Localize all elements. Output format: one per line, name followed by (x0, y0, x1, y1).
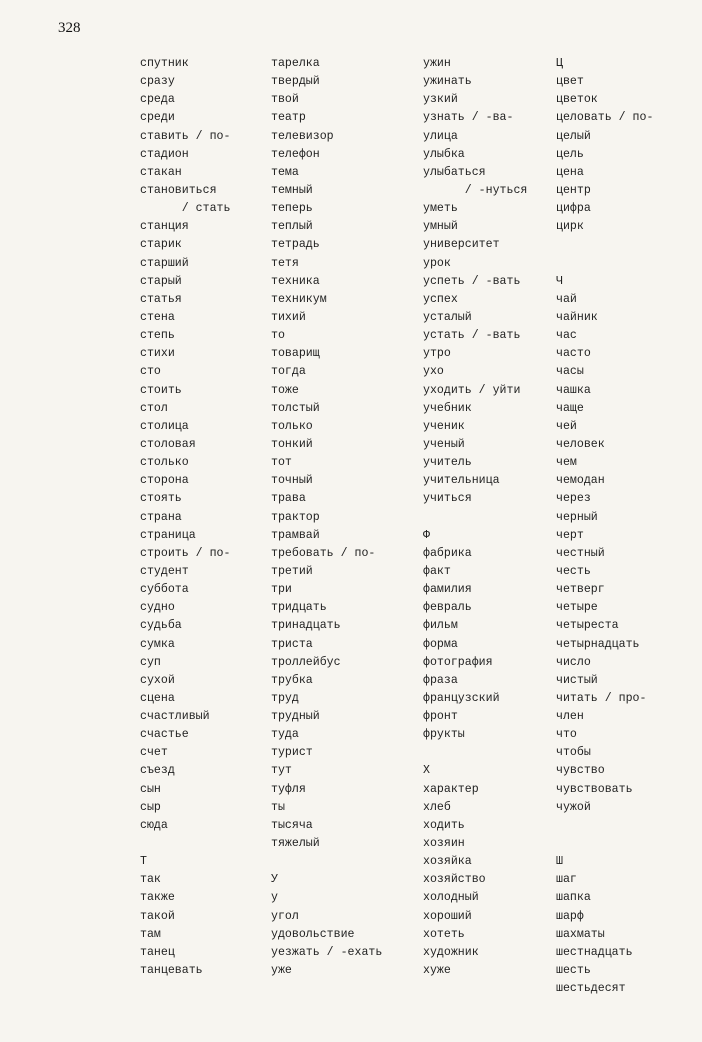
word-entry: судно (140, 601, 175, 615)
word-entry: урок (423, 256, 451, 270)
word-entry: счастливый (140, 710, 210, 724)
word-entry: туфля (271, 782, 306, 796)
word-entry: цена (556, 165, 584, 179)
word-entry: чтобы (556, 746, 591, 760)
word-entry: тот (271, 456, 292, 470)
word-entry: февраль (423, 601, 472, 615)
word-entry: улица (423, 129, 458, 143)
word-entry: триста (271, 637, 313, 651)
word-entry: успех (423, 292, 458, 306)
word-entry: четверг (556, 583, 605, 597)
word-entry: художник (423, 945, 479, 959)
word-entry: сразу (140, 75, 175, 89)
word-entry: стихи (140, 347, 175, 361)
word-entry: форма (423, 637, 458, 651)
word-entry: стол (140, 401, 168, 415)
word-entry: точный (271, 474, 313, 488)
word-entry: цветок (556, 93, 598, 107)
word-entry: цирк (556, 220, 584, 234)
word-entry: тысяча (271, 818, 313, 832)
word-entry: техника (271, 274, 320, 288)
word-entry: чемодан (556, 474, 605, 488)
letter-heading: Ф (423, 528, 430, 542)
word-entry: ужинать (423, 75, 472, 89)
word-entry: фильм (423, 619, 458, 633)
word-column-4 (556, 55, 653, 998)
word-entry: сухой (140, 673, 175, 687)
word-entry: честный (556, 546, 605, 560)
word-entry: чашка (556, 383, 591, 397)
word-entry: среда (140, 93, 175, 107)
word-entry: стоить (140, 383, 182, 397)
word-entry: хозяйка (423, 855, 472, 869)
word-entry: чужой (556, 800, 591, 814)
word-entry: тридцать (271, 601, 327, 615)
word-entry: толстый (271, 401, 320, 415)
word-entry: успеть / -вать (423, 274, 521, 288)
word-entry: то (271, 329, 285, 343)
word-entry: четырнадцать (556, 637, 640, 651)
word-entry: стакан (140, 165, 182, 179)
word-entry: страна (140, 510, 182, 524)
word-entry: чистый (556, 673, 598, 687)
word-entry: среди (140, 111, 175, 125)
word-entry: ты (271, 800, 285, 814)
word-entry: шарф (556, 909, 584, 923)
word-entry: читать / про- (556, 691, 647, 705)
word-entry: фотография (423, 655, 493, 669)
word-entry: целый (556, 129, 591, 143)
word-entry: часы (556, 365, 584, 379)
letter-heading: Т (140, 855, 147, 869)
word-entry: центр (556, 183, 591, 197)
word-entry: счастье (140, 728, 189, 742)
word-entry: страница (140, 528, 196, 542)
word-entry: суббота (140, 583, 189, 597)
word-entry: столовая (140, 437, 196, 451)
word-column-2 (271, 55, 382, 980)
word-entry: холодный (423, 891, 479, 905)
word-entry: статья (140, 292, 182, 306)
word-entry: улыбка (423, 147, 465, 161)
word-entry: сторона (140, 474, 189, 488)
word-entry: хозяйство (423, 873, 486, 887)
word-entry: угол (271, 909, 299, 923)
word-entry: усталый (423, 310, 472, 324)
word-entry: черт (556, 528, 584, 542)
word-entry: хороший (423, 909, 472, 923)
word-entry: тетя (271, 256, 299, 270)
word-entry: тема (271, 165, 299, 179)
word-entry: шестнадцать (556, 945, 633, 959)
word-entry: честь (556, 564, 591, 578)
word-entry: съезд (140, 764, 175, 778)
word-entry: целовать / по- (556, 111, 654, 125)
word-entry: три (271, 583, 292, 597)
word-entry: ужин (423, 57, 451, 70)
word-entry: сумка (140, 637, 175, 651)
word-entry: студент (140, 564, 189, 578)
letter-heading: У (271, 873, 278, 887)
word-entry: / -нуться (423, 183, 528, 197)
word-entry: университет (423, 238, 500, 252)
word-entry: тонкий (271, 437, 313, 451)
letter-heading: Ч (556, 274, 563, 288)
word-entry: фамилия (423, 583, 472, 597)
word-entry: танец (140, 945, 175, 959)
word-entry: трубка (271, 673, 313, 687)
word-entry: шахматы (556, 927, 605, 941)
word-entry: сыр (140, 800, 161, 814)
word-entry: ходить (423, 818, 465, 832)
word-entry: столько (140, 456, 189, 470)
word-entry: чем (556, 456, 577, 470)
word-entry: так (140, 873, 161, 887)
word-entry: цифра (556, 202, 591, 216)
word-entry: фрукты (423, 728, 465, 742)
word-entry: судьба (140, 619, 182, 633)
word-entry: уметь (423, 202, 458, 216)
blank-line (556, 255, 653, 273)
word-entry: труд (271, 691, 299, 705)
word-entry: старый (140, 274, 182, 288)
word-entry: французский (423, 691, 500, 705)
word-entry: туда (271, 728, 299, 742)
word-entry: тоже (271, 383, 299, 397)
word-entry: тетрадь (271, 238, 320, 252)
letter-heading: Ш (556, 855, 563, 869)
word-entry: уходить / уйти (423, 383, 521, 397)
blank-line (140, 835, 230, 853)
word-entry: ухо (423, 365, 444, 379)
word-entry: устать / -вать (423, 329, 521, 343)
word-entry: счет (140, 746, 168, 760)
word-entry: стадион (140, 147, 189, 161)
word-entry: хотеть (423, 927, 465, 941)
word-entry: там (140, 927, 161, 941)
word-entry: техникум (271, 292, 327, 306)
word-entry: что (556, 728, 577, 742)
word-entry: человек (556, 437, 605, 451)
word-entry: старик (140, 238, 182, 252)
word-entry: трудный (271, 710, 320, 724)
word-entry: учитель (423, 456, 472, 470)
word-entry: учебник (423, 401, 472, 415)
word-entry: узнать / -ва- (423, 111, 514, 125)
word-entry: узкий (423, 93, 458, 107)
word-entry: удовольствие (271, 927, 355, 941)
word-entry: у (271, 891, 278, 905)
word-entry: чей (556, 419, 577, 433)
word-entry: число (556, 655, 591, 669)
word-entry: трава (271, 492, 306, 506)
word-entry: тарелка (271, 57, 320, 70)
blank-line (423, 744, 527, 762)
page-number: 328 (58, 20, 81, 36)
word-entry: телевизор (271, 129, 334, 143)
word-entry: уезжать / -ехать (271, 945, 383, 959)
word-entry: фраза (423, 673, 458, 687)
word-entry: сто (140, 365, 161, 379)
word-entry: учиться (423, 492, 472, 506)
word-entry: час (556, 329, 577, 343)
word-entry: характер (423, 782, 479, 796)
word-entry: третий (271, 564, 313, 578)
word-entry: член (556, 710, 584, 724)
word-entry: телефон (271, 147, 320, 161)
word-entry: факт (423, 564, 451, 578)
word-entry: шапка (556, 891, 591, 905)
word-entry: сын (140, 782, 161, 796)
letter-heading: Ц (556, 57, 563, 70)
word-entry: степь (140, 329, 175, 343)
blank-line (271, 853, 382, 871)
word-entry: чувствовать (556, 782, 633, 796)
word-entry: часто (556, 347, 591, 361)
word-entry: трактор (271, 510, 320, 524)
blank-line (556, 236, 653, 254)
word-entry: ученый (423, 437, 465, 451)
word-entry: только (271, 419, 313, 433)
word-entry: ставить / по- (140, 129, 231, 143)
word-entry: также (140, 891, 175, 905)
word-entry: такой (140, 909, 175, 923)
word-entry: фронт (423, 710, 458, 724)
word-entry: станция (140, 220, 189, 234)
word-entry: шаг (556, 873, 577, 887)
word-entry: трамвай (271, 528, 320, 542)
word-entry: теперь (271, 202, 313, 216)
word-entry: хуже (423, 964, 451, 978)
blank-line (556, 817, 653, 835)
letter-heading: Х (423, 764, 430, 778)
word-entry: цвет (556, 75, 584, 89)
word-entry: турист (271, 746, 313, 760)
word-column-3 (423, 55, 527, 980)
word-entry: чай (556, 292, 577, 306)
word-entry: строить / по- (140, 546, 231, 560)
word-entry: тяжелый (271, 837, 320, 851)
word-entry: троллейбус (271, 655, 341, 669)
word-entry: чувство (556, 764, 605, 778)
word-column-1 (140, 55, 230, 980)
word-entry: тринадцать (271, 619, 341, 633)
word-entry: темный (271, 183, 313, 197)
word-entry: улыбаться (423, 165, 486, 179)
word-entry: / стать (140, 202, 231, 216)
word-entry: тихий (271, 310, 306, 324)
word-entry: чайник (556, 310, 598, 324)
word-entry: хлеб (423, 800, 451, 814)
word-entry: столица (140, 419, 189, 433)
word-entry: теплый (271, 220, 313, 234)
word-entry: учительница (423, 474, 500, 488)
word-entry: чаще (556, 401, 584, 415)
word-entry: хозяин (423, 837, 465, 851)
word-entry: тогда (271, 365, 306, 379)
word-entry: суп (140, 655, 161, 669)
word-entry: тут (271, 764, 292, 778)
word-entry: становиться (140, 183, 217, 197)
word-entry: сюда (140, 818, 168, 832)
word-entry: старший (140, 256, 189, 270)
blank-line (556, 835, 653, 853)
word-entry: фабрика (423, 546, 472, 560)
word-entry: шесть (556, 964, 591, 978)
blank-line (423, 509, 527, 527)
word-entry: сцена (140, 691, 175, 705)
word-entry: ученик (423, 419, 465, 433)
word-entry: танцевать (140, 964, 203, 978)
word-entry: товарищ (271, 347, 320, 361)
word-entry: четыреста (556, 619, 619, 633)
word-entry: утро (423, 347, 451, 361)
word-entry: твердый (271, 75, 320, 89)
word-entry: спутник (140, 57, 189, 70)
word-entry: цель (556, 147, 584, 161)
word-entry: четыре (556, 601, 598, 615)
word-entry: уже (271, 964, 292, 978)
word-entry: твой (271, 93, 299, 107)
word-entry: требовать / по- (271, 546, 376, 560)
word-entry: стоять (140, 492, 182, 506)
word-entry: умный (423, 220, 458, 234)
word-entry: через (556, 492, 591, 506)
word-entry: стена (140, 310, 175, 324)
word-entry: театр (271, 111, 306, 125)
word-entry: шестьдесят (556, 982, 626, 996)
word-entry: черный (556, 510, 598, 524)
